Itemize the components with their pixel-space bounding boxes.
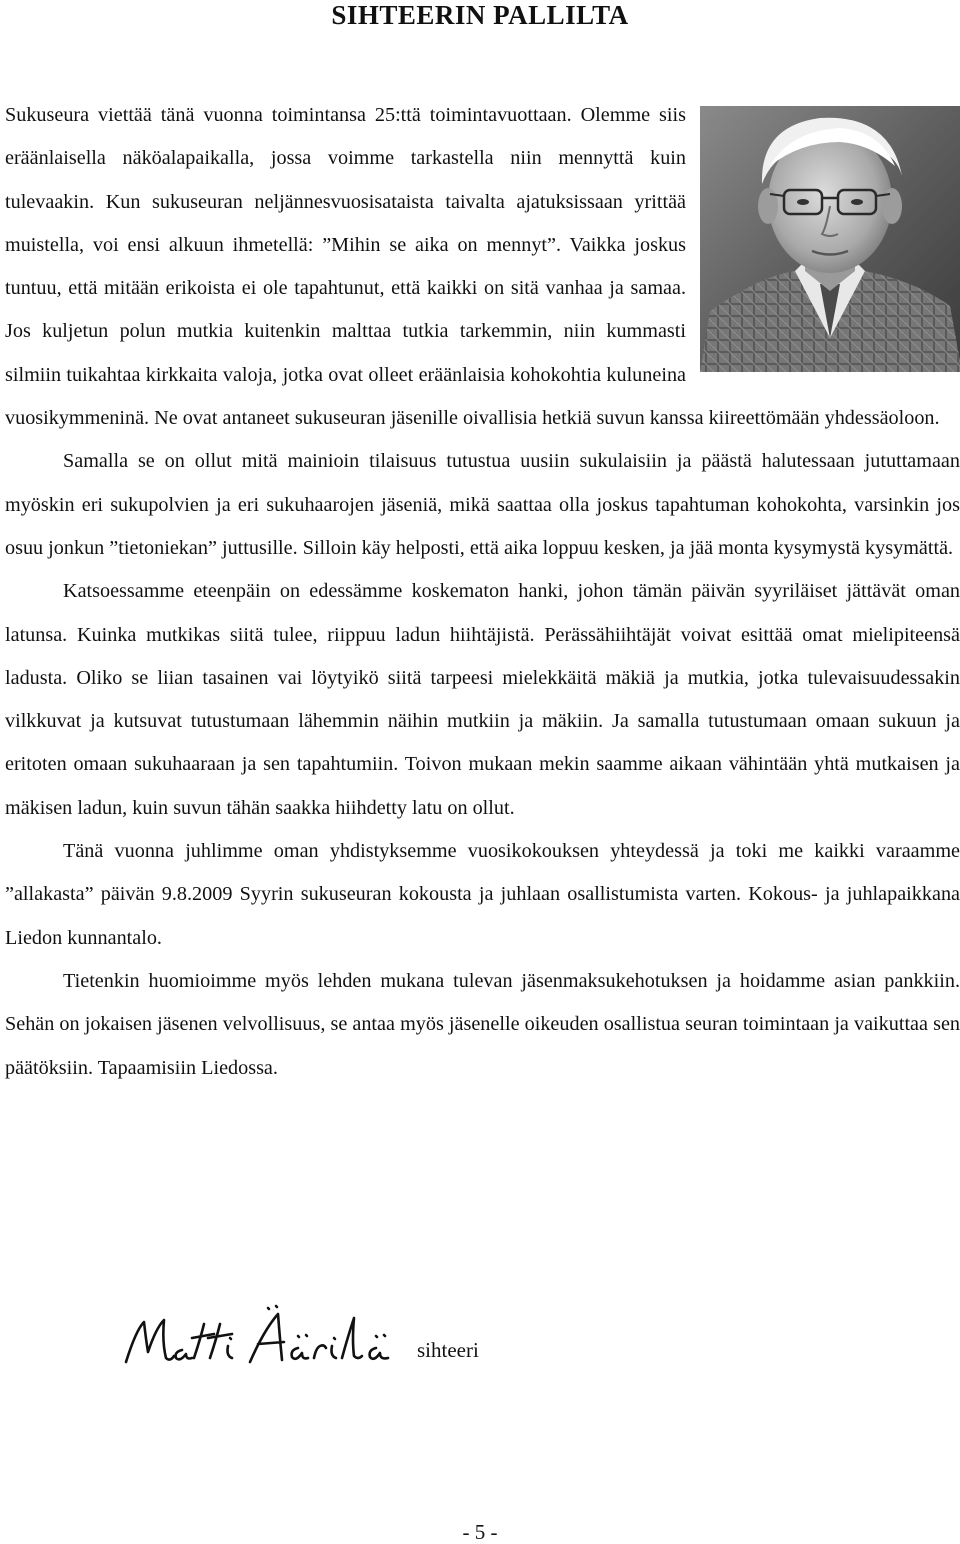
- paragraph: Sukuseura viettää tänä vuonna toimintansa 25:ttä toimintavuottaan. Olemme siis eräänlaisella näköalapaikalla, jossa voimme tarkastella niin mennyttä kuin tulevaakin. Kun sukuseuran neljännesvuosisataista taivalta ajatuksissaan yrittää muistella, voi ensi alkuun ihmetellä: ”Mihin se aika on mennyt”. Vaikka joskus tuntuu, että mitään erikoista ei ole tapahtunut, että kaikki on sitä vanhaa ja samaa. Jos kuljetun polun mutkia kuitenkin malttaa tutkia tarkemmin, niin kummasti silmiin tuikahtaa kirkkaita valoja, jotka ovat olleet eräänlaisia kohokohtia kuluneina vuosikymmeninä. Ne ovat antaneet sukuseuran jäsenille oivallisia hetkiä suvun kanssa kiireettömään yhdessäoloon.: [5, 104, 940, 430]
- article-body: [5, 94, 960, 1090]
- paragraph: Samalla se on ollut mitä mainioin tilaisuus tutustua uusiin sukulaisiin ja päästä halutessaan jututtamaan myöskin eri sukupolvien ja eri sukuhaarojen jäseniä, mikä saattaa olla joskus tapahtuman kohokohta, varsinkin jos osuu jonkun ”tietoniekan” juttusille. Silloin käy helposti, että aika loppuu kesken, ja jää monta kysymystä kysymättä.: [5, 450, 960, 559]
- page-title: SIHTEERIN PALLILTA: [331, 0, 629, 30]
- paragraph: Tänä vuonna juhlimme oman yhdistyksemme vuosikokouksen yhteydessä ja toki me kaikki varaamme ”allakasta” päivän 9.8.2009 Syyrin sukuseuran kokousta ja juhlaan osallistumista varten. Kokous- ja juhlapaikkana Liedon kunnantalo.: [5, 840, 960, 949]
- paragraph: Katsoessamme eteenpäin on edessämme koskematon hanki, johon tämän päivän syyriläiset jättävät oman latunsa. Kuinka mutkikas siitä tulee, riippuu ladun hiihtäjistä. Perässähiihtäjät voivat esittää omat mielipiteensä ladusta. Oliko se liian tasainen vai löytyikö siitä tarpeesi mielekkäitä mäkiä ja mutkia, jotka tulevaisuudessakin vilkkuvat ja kutsuvat tutustumaan lähemmin näihin mutkiin ja mäkiin. Ja samalla tutustumaan omaan sukuun ja eritoten omaan sukuhaaraan ja sen tapahtumiin. Toivon mukaan mekin saamme aikaan vähintään yhtä mutkaisen ja mäkisen ladun, kuin suvun tähän saakka hiihdetty latu on ollut.: [5, 580, 960, 819]
- signature-role: sihteeri: [417, 1338, 479, 1362]
- portrait-photo: [700, 106, 960, 372]
- paragraph: Tietenkin huomioimme myös lehden mukana tulevan jäsenmaksukehotuksen ja hoidamme asian pankkiin. Sehän on jokaisen jäsenen velvollisuus, se antaa myös jäsenelle oikeuden osallistua seuran toimintaan ja vaikuttaa sen päätöksiin. Tapaamisiin Liedossa.: [5, 969, 960, 1079]
- page-number: - 5 -: [462, 1520, 498, 1544]
